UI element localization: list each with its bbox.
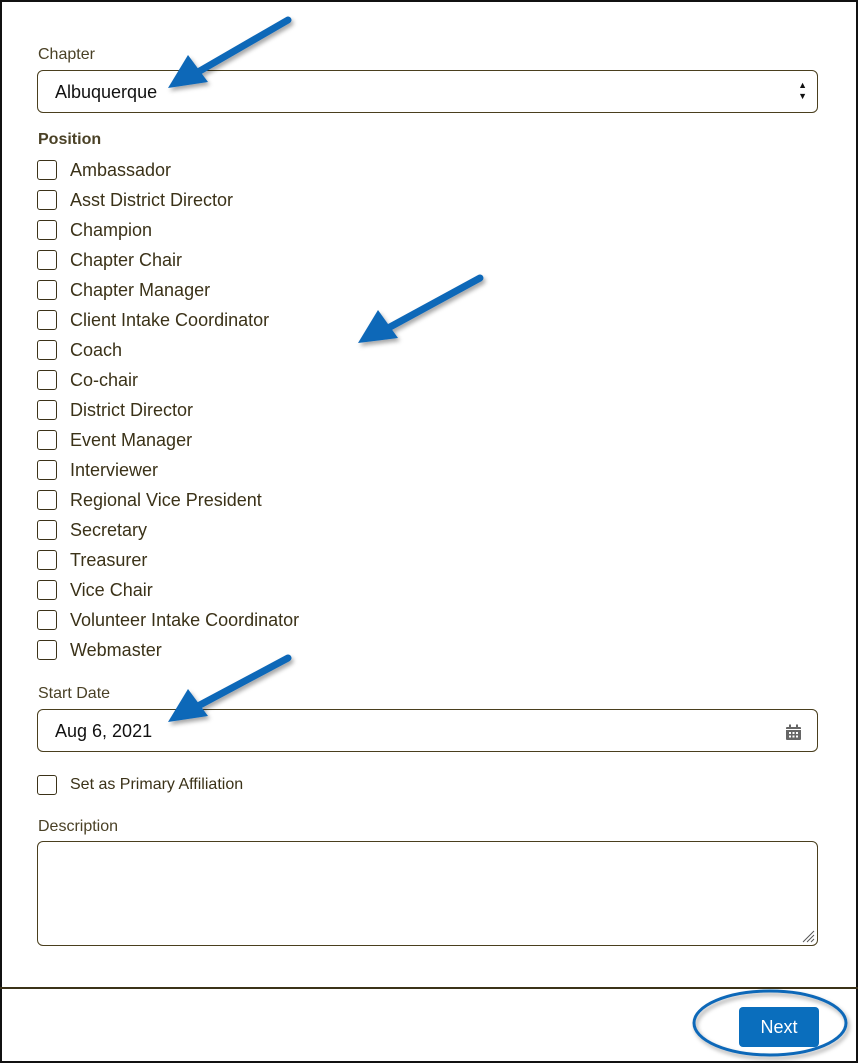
checkbox[interactable] xyxy=(37,310,57,330)
checkbox[interactable] xyxy=(37,580,57,600)
position-option-label: Interviewer xyxy=(70,459,159,480)
checkbox[interactable] xyxy=(37,775,57,795)
position-option[interactable] xyxy=(37,159,171,181)
chapter-label: Chapter xyxy=(38,46,95,63)
position-option[interactable] xyxy=(37,639,162,661)
position-option[interactable] xyxy=(37,309,269,331)
position-option-label: Regional Vice President xyxy=(70,489,262,510)
position-option[interactable] xyxy=(37,369,138,391)
position-option[interactable] xyxy=(37,189,233,211)
checkbox[interactable] xyxy=(37,250,57,270)
checkbox[interactable] xyxy=(37,220,57,240)
primary-affiliation-label: Set as Primary Affiliation xyxy=(70,776,244,793)
checkbox[interactable] xyxy=(37,340,57,360)
position-option[interactable] xyxy=(37,459,158,481)
position-option-label: Volunteer Intake Coordinator xyxy=(70,609,300,630)
description-textarea[interactable] xyxy=(37,841,818,946)
chapter-value: Albuquerque xyxy=(55,82,158,102)
position-option-label: Coach xyxy=(70,339,123,360)
position-option[interactable] xyxy=(37,339,122,361)
position-label: Position xyxy=(38,131,102,148)
footer-divider xyxy=(0,987,858,989)
next-button[interactable]: Next xyxy=(739,1007,819,1047)
select-arrows-icon: ▲ ▼ xyxy=(798,80,807,101)
position-option[interactable] xyxy=(37,279,210,301)
start-date-label: Start Date xyxy=(38,685,111,702)
position-option[interactable] xyxy=(37,519,147,541)
primary-affiliation-checkbox[interactable] xyxy=(37,774,243,796)
position-option-label: Webmaster xyxy=(70,639,162,660)
position-option-label: Treasurer xyxy=(70,549,148,570)
position-option-label: Ambassador xyxy=(70,159,172,180)
checkbox[interactable] xyxy=(37,430,57,450)
position-option-label: Client Intake Coordinator xyxy=(70,309,270,330)
checkbox[interactable] xyxy=(37,370,57,390)
checkbox[interactable] xyxy=(37,640,57,660)
position-option[interactable] xyxy=(37,489,262,511)
checkbox[interactable] xyxy=(37,490,57,510)
position-option[interactable] xyxy=(37,579,153,601)
start-date-input[interactable] xyxy=(37,709,818,752)
position-option[interactable] xyxy=(37,249,182,271)
position-option-label: Event Manager xyxy=(70,429,193,450)
checkbox[interactable] xyxy=(37,520,57,540)
checkbox[interactable] xyxy=(37,160,57,180)
position-option-label: Co-chair xyxy=(70,369,139,390)
description-label: Description xyxy=(38,818,119,835)
chapter-select[interactable] xyxy=(37,70,818,113)
position-option-label: Chapter Manager xyxy=(70,279,211,300)
position-option[interactable] xyxy=(37,609,299,631)
checkbox[interactable] xyxy=(37,460,57,480)
calendar-icon[interactable] xyxy=(785,724,802,741)
checkbox[interactable] xyxy=(37,190,57,210)
position-option[interactable] xyxy=(37,549,147,571)
position-option-label: Asst District Director xyxy=(70,189,234,210)
position-option[interactable] xyxy=(37,399,193,421)
position-option-label: Champion xyxy=(70,219,153,240)
position-option-label: Secretary xyxy=(70,519,148,540)
position-option-label: District Director xyxy=(70,399,194,420)
position-option[interactable] xyxy=(37,219,152,241)
start-date-value: Aug 6, 2021 xyxy=(55,721,153,741)
position-option[interactable] xyxy=(37,429,192,451)
checkbox[interactable] xyxy=(37,550,57,570)
position-option-label: Vice Chair xyxy=(70,579,153,600)
checkbox[interactable] xyxy=(37,280,57,300)
position-option-label: Chapter Chair xyxy=(70,249,183,270)
checkbox[interactable] xyxy=(37,610,57,630)
resize-handle-icon[interactable] xyxy=(801,929,815,943)
checkbox[interactable] xyxy=(37,400,57,420)
